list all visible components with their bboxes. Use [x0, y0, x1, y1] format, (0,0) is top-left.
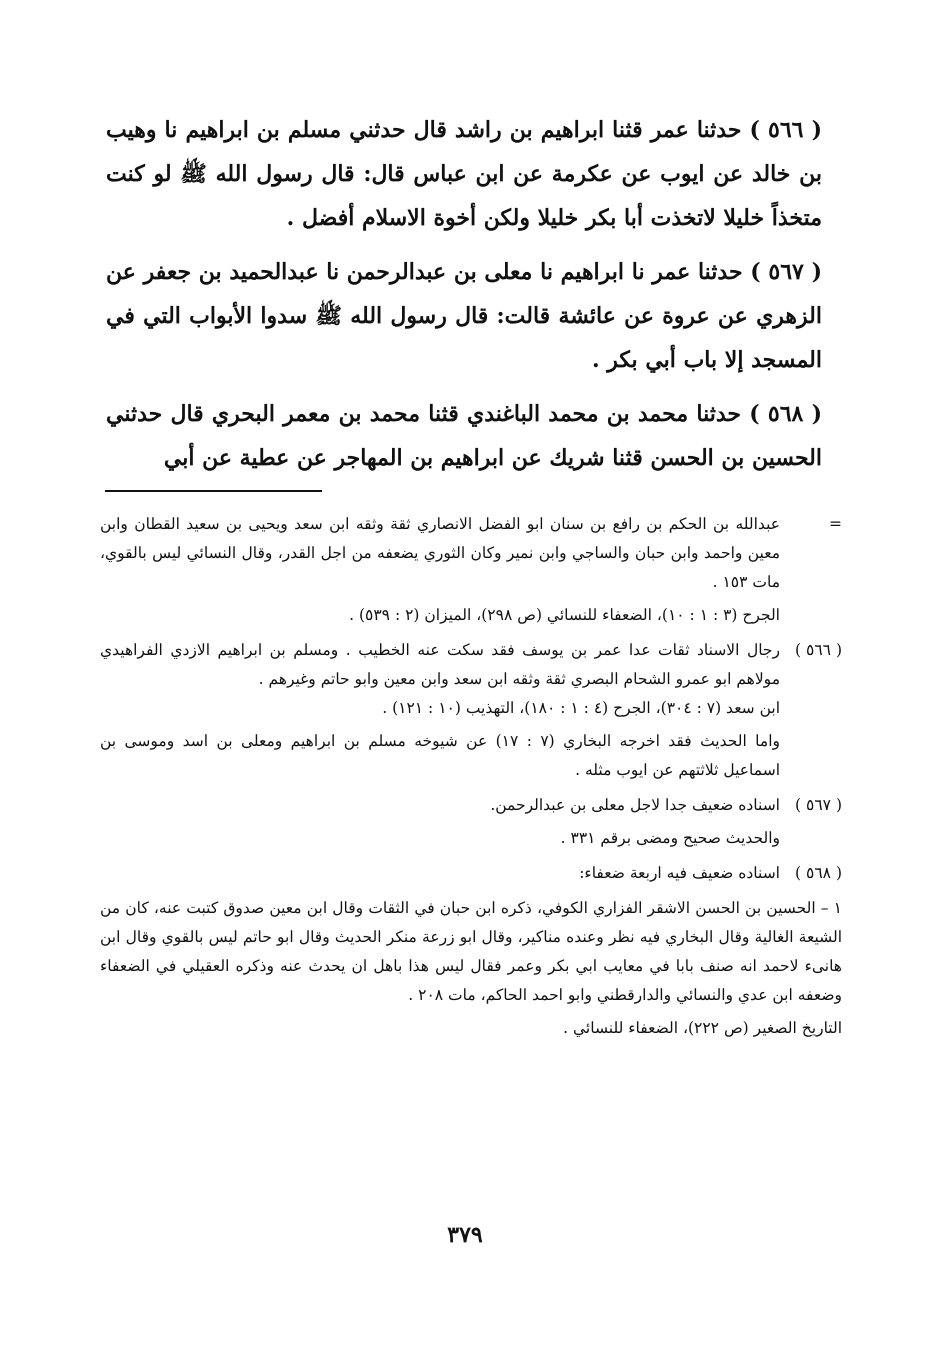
footnote-marker: ( ٥٦٧ ) — [795, 796, 842, 814]
footnote-refs: الجرح (٣ : ١ : ١٠)، الضعفاء للنسائي (ص ٢٩٨)، الميزان (٢ : ٥٣٩) . — [349, 606, 780, 624]
hadith-568 — [106, 392, 822, 480]
footnote-extra: والحديث صحيح ومضى برقم ٣٣١ . — [560, 829, 780, 847]
footnote-marker: ( ٥٦٦ ) — [795, 641, 842, 659]
hadith-text: حدثنا عمر قثنا ابراهيم بن راشد قال حدثني مسلم بن ابراهيم نا وهيب بن خالد عن ايوب عن عكرمة عن ابن عباس قال: قال رسول الله ﷺ لو كنت متخذاً خليلا لاتخذت أبا بكر خليلا ولكن أخوة الاسلام أفضل . — [106, 117, 822, 231]
hadith-text: حدثنا محمد بن محمد الباغندي قثنا محمد بن معمر البحري قال حدثني الحسين بن الحسن قثنا شريك عن ابراهيم بن المهاجر عن عطية عن أبي — [106, 401, 822, 471]
hadith-567 — [106, 250, 822, 382]
footnote-text: عبدالله بن الحكم بن رافع بن سنان ابو الفضل الانصاري ثقة وثقه ابن سعد ويحيى بن سعيد القطان وابن معين واحمد وابن حبان والساجي وابن نمير وكان الثوري يضعفه من اجل القدر، وقال النسائي ليس بالقوي، مات ١٥٣ . — [100, 515, 780, 591]
footnote-refs: ابن سعد (٧ : ٣٠٤)، الجرح (٤ : ١ : ١٨٠)، التهذيب (١٠ : ١٢١) . — [382, 699, 780, 717]
footnote-568 — [100, 859, 842, 888]
footnote-text: ١ – الحسين بن الحسن الاشقر الفزاري الكوفي، ذكره ابن حبان في الثقات وقال ابن معين صدوق كتبت عنه، كان من الشيعة الغالية وقال البخاري فيه نظر وعنده مناكير، وقال ابو زرعة منكر الحديث وقال ابو حاتم ليس بالقوي وقال ابن هانىء لاحمد انه صنف بابا في معايب ابي بكر وعمر فقال ليس هذا باهل ان يحدث عنه وذكره العقيلي في الضعفاء وضعفه ابن عدي والنسائي والدارقطني وابو احمد الحاكم، مات ٢٠٨ . — [100, 899, 842, 1004]
footnote-text: رجال الاسناد ثقات عدا عمر بن يوسف فقد سكت عنه الخطيب . ومسلم بن ابراهيم الازدي الفراهيدي مولاهم ابو عمرو الشحام البصري ثقة وثقه ابن سعد وابن معين وابو حاتم وغيرهم . — [100, 641, 780, 688]
footnote-marker: ( ٥٦٨ ) — [795, 864, 842, 882]
footnote-extra: واما الحديث فقد اخرجه البخاري (٧ : ١٧) عن شيوخه مسلم بن ابراهيم ومعلى بن اسد وموسى بن اسماعيل ثلاثتهم عن ايوب مثله . — [100, 732, 781, 779]
footnote-continuation — [100, 510, 842, 630]
footnote-text: اسناده ضعيف جدا لاجل معلى بن عبدالرحمن. — [490, 796, 780, 814]
footnote-567 — [100, 791, 842, 853]
hadith-number: ( ٥٦٨ ) — [749, 401, 822, 427]
footnote-568-item-1 — [100, 894, 842, 1043]
hadith-number: ( ٥٦٦ ) — [749, 117, 822, 143]
footnote-refs: التاريخ الصغير (ص ٢٢٢)، الضعفاء للنسائي . — [563, 1019, 842, 1037]
footnotes — [100, 510, 842, 1049]
main-text — [106, 108, 822, 490]
footnote-marker: = — [829, 515, 842, 533]
footnote-text: اسناده ضعيف فيه اربعة ضعفاء: — [579, 864, 780, 882]
page-number: ٣٧٩ — [447, 1222, 483, 1248]
hadith-number: ( ٥٦٧ ) — [750, 259, 822, 285]
footnote-separator — [105, 490, 322, 492]
footnote-566 — [100, 636, 842, 785]
hadith-text: حدثنا عمر نا ابراهيم نا معلى بن عبدالرحمن نا عبدالحميد بن جعفر عن الزهري عن عروة عن عائشة قالت: قال رسول الله ﷺ سدوا الأبواب التي في المسجد إلا باب أبي بكر . — [106, 259, 822, 373]
hadith-566 — [106, 108, 822, 240]
